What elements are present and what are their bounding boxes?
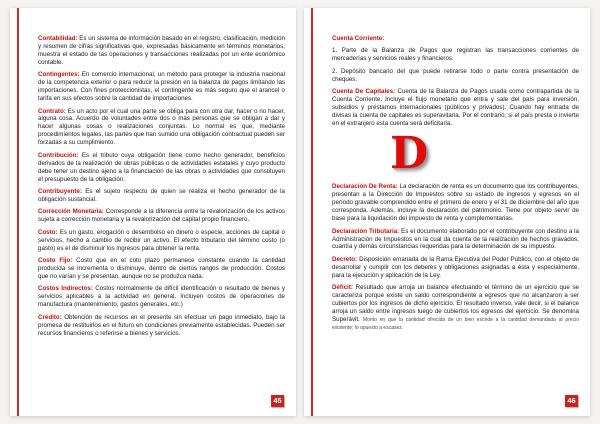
term-label: Contrato: xyxy=(38,107,66,115)
definition-text: En comercio internacional, un método para proteger la industria nacional de la competencia exterior o para reducir la presión en la balanza de pagos limitando las importaciones. Con fines proteccionistas, el contingente es más seguro que el arancel o tarifa en sus efectos sobre la cantidad de importaciones. xyxy=(38,71,285,103)
glossary-entry xyxy=(38,285,285,309)
glossary-entry xyxy=(332,284,579,332)
term-label: Cuenta Corriente: xyxy=(332,35,385,42)
glossary-entry xyxy=(38,108,285,148)
glossary-entry xyxy=(38,188,285,204)
numbered-item: 1. Parte de la Balanza de Pagos que registran las transacciones corrientes de mercaderías y servicios reales y financieros. xyxy=(332,47,579,63)
glossary-entry xyxy=(38,257,285,281)
glossary-entry xyxy=(332,183,579,223)
glossary-entry xyxy=(38,208,285,224)
term-label: Decreto: xyxy=(332,255,358,263)
glossary-entry xyxy=(38,152,285,184)
term-label: Costo Fijo: xyxy=(38,257,73,264)
right-page xyxy=(304,8,590,416)
definition-text: Resultado que arroja un balance efectuando el término de un ejercicio que se caracteriza porque existe un saldo correspondiente a egresos que no alcanzaron a ser cubiertos por los ingresos de dicho ejercicio. El resultado inverso, vale decir, si el balance arroja un saldo entre ingresos luego de cubiertos los egresos del ejercicio. Se denomina Superávit. xyxy=(332,284,579,323)
definition-text: Es el documento elaborado por el contribuyente con destino a la Administración de Impuestos en la cual da cuenta de la realización de hechos gravados, cuantía y demás circunstancias requeridas para la determinación de su impuesto. xyxy=(332,227,579,251)
left-page-content xyxy=(38,35,285,396)
page-margin-rule xyxy=(311,8,313,416)
term-label: Cuenta De Capitales: xyxy=(332,88,396,96)
glossary-entry xyxy=(332,88,579,128)
page-number-badge: 46 xyxy=(565,395,578,407)
page-number-badge: 45 xyxy=(271,395,284,407)
term-label: Contabilidad: xyxy=(38,35,78,42)
definition-text: Costo que en el coto plazo permanece constante cuando la cantidad producida se incrementa o disminuye, dentro de ciertos rangos de producción. Costos que no varían y se presentan, aunque no se produzca nada. xyxy=(38,257,285,280)
definition-text: Es un acto por el cual una parte se obliga para con otra dar, hacer o no hacer, alguna cosa. Acuerdo de voluntades entre dos o más personas que se obligan a dar y hacer algunas cosas o realizaciones conjuntas. Lo normal es que, mediante procedimientos legales, las partes que han sumido una obligación contractual pueden ser forzadas a su cumplimiento. xyxy=(38,107,285,147)
term-label: Corrección Monetaria: xyxy=(38,208,104,216)
term-label: Déficit: xyxy=(332,284,353,292)
glossary-entry xyxy=(38,229,285,253)
term-label: Crédito: xyxy=(38,313,62,321)
definition-text: Cuenta de la Balanza de Pagos usada como contrapartida de la Cuenta Corriente. Incluye el flujo monetario que entra y sale del país para inversión, subsidios y préstamos internacionales (públicos y privados). Cuando hay entrada de divisas la cuenta de capitales es superavitaria. Por el contrario, si el país presta o invierte en el extranjero esta cuenta será deficitaria. xyxy=(332,88,579,127)
term-label: Contingentes: xyxy=(38,71,80,79)
definition-text: Es un gasto, erogación o desembolso en dinero o especie, acciones de capital o servicios, hecho a cambio de recibir un activo. El efecto tributario del término costo (o gasto) es el de disminuir los ingresos para obtener la renta. xyxy=(38,228,285,252)
decorative-letter-d: D xyxy=(390,128,429,180)
page-margin-rule xyxy=(17,8,19,416)
left-page xyxy=(10,8,296,416)
definition-text: Es el sujeto respecto de quien se realiza el hecho generador de la obligación sustancial. xyxy=(38,187,285,203)
term-label: Costo: xyxy=(38,228,58,236)
glossary-entry xyxy=(332,228,579,252)
term-label: Contribuyente: xyxy=(38,187,82,195)
definition-text: Es un sistema de información basado en el registro, clasificación, medición y resumen de cifras significativas que, expresadas básicamente en términos monetarios, muestra el estado de las operaciones y transacciones realizadas por un ente económico contable. xyxy=(38,35,285,66)
glossary-entry xyxy=(38,314,285,338)
term-label: Declaración Tributaria: xyxy=(332,227,400,235)
numbered-item: 2. Depósito bancario del que puede retirarse todo o parte contra presentación de cheques. xyxy=(332,67,579,83)
right-page-content xyxy=(332,35,579,396)
glossary-entry xyxy=(38,71,285,103)
definition-text: Obtención de recursos en el presente sin efectuar un pago inmediato, bajo la promesa de restituirlos en el futuro en condiciones previamente establecidas. Pueden ser recursos financieros o referirse a bienes y servicios. xyxy=(38,313,285,337)
term-label: Contribución: xyxy=(38,151,79,159)
definition-text: La declaración de renta es un documento que los contribuyentes, presentan a la Dirección de Impuestos sobre su estado de ingresos y egresos en el período gravable comprendido entre el primero de enero y el 31 de diciembre del año que corresponda. Además, incluye la declaración del patrimonio. Tiene por objeto servir de base para la liquidación del impuesto de renta y complementarias. xyxy=(332,183,579,223)
definition-text: Es el tributo cuya obligación tiene como hecho generador, beneficios derivados de la realización de obras públicas o de actividades estatales y cuyo producto debe tener un destino ajeno a la financiación de las obras o actividades que constituyen el presupuesto de la obligación. xyxy=(38,151,285,183)
definition-text: Disposición emanada de la Rama Ejecutiva del Poder Público, con el objeto de desarrollar y cumplir con los deberes y obligaciones asignadas a ésta y especialmente, para la ejecución y aplicación de la Ley. xyxy=(332,255,579,279)
definition-fine-print: Monto en que la cantidad ofrecida de un bien excede a la cantidad demandada al precio existente; lo opuesto a escasez. xyxy=(332,316,579,331)
definition-text: Costos normalmente de difícil identificación o resultado de bienes y servicios aplicables a la actividad en general. Incluyen costos de operaciones de manufactura (mantenimiento, gastos generales, etc.) xyxy=(38,285,285,309)
glossary-entry xyxy=(332,256,579,280)
term-label: Declaración De Renta: xyxy=(332,183,398,191)
term-label: Costos Indirectos: xyxy=(38,285,93,293)
definition-text: Corresponde a la diferencia entre la revalorización de los activos sujeta a corrección monetaria y la revalorización del capital propio financiero. xyxy=(38,208,285,224)
glossary-entry xyxy=(332,35,579,43)
glossary-entry xyxy=(38,35,285,67)
